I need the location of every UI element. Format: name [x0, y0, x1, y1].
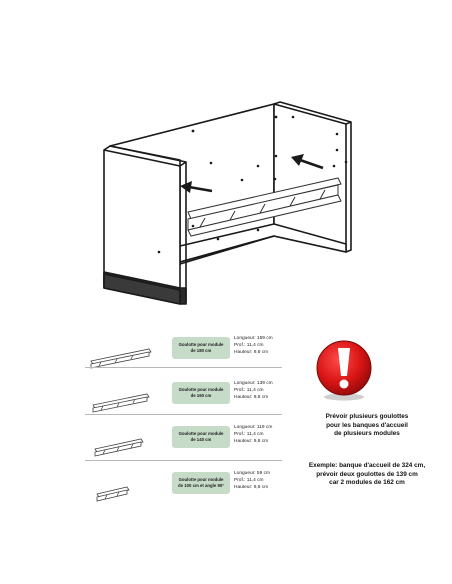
example-line: prévoir deux goulottes de 139 cm	[316, 470, 418, 478]
spec-length: Longueur: 139 cm	[234, 381, 273, 386]
exclamation-warning-icon	[312, 338, 376, 402]
spec-length: Longueur: 159 cm	[234, 336, 273, 341]
module-badge	[172, 472, 230, 494]
cable-tray-59-icon	[85, 482, 157, 504]
module-badge	[172, 426, 230, 448]
module-row	[85, 337, 285, 387]
cable-tray-159-icon	[85, 347, 157, 369]
divider	[85, 367, 282, 368]
badge-line: Goulotte pour module	[178, 431, 224, 437]
divider	[85, 460, 282, 461]
badge-line: Goulotte pour module	[178, 477, 224, 483]
module-badge	[172, 337, 230, 359]
module-specs	[234, 471, 270, 492]
module-row	[85, 472, 285, 522]
spec-depth: Prof.: 11,4 cm	[234, 387, 264, 393]
note-line: de plusieurs modules	[334, 430, 400, 438]
divider	[85, 414, 282, 415]
multi-tray-note	[292, 413, 442, 439]
cable-tray-139-icon	[85, 392, 157, 414]
note-line: Prévoir plusieurs goulottes	[325, 413, 409, 420]
spec-length: Longueur: 119 cm	[234, 425, 273, 430]
spec-length: Longueur: 59 cm	[234, 471, 271, 476]
module-row	[85, 426, 285, 476]
spec-height: Hauteur: 9,8 cm	[234, 438, 269, 444]
spec-height: Hauteur: 9,8 cm	[234, 349, 269, 355]
module-specs	[234, 381, 273, 402]
spec-depth: Prof.: 11,4 cm	[234, 477, 264, 483]
spec-depth: Prof.: 11,4 cm	[234, 342, 264, 348]
spec-depth: Prof.: 11,4 cm	[234, 431, 264, 437]
badge-line: de 160 cm	[190, 393, 212, 398]
note-line: pour les banques d'accueil	[326, 421, 408, 429]
example-line: Exemple: banque d'accueil de 324 cm,	[308, 462, 426, 469]
module-specs	[234, 336, 273, 357]
cable-tray-119-icon	[85, 436, 157, 458]
badge-line: de 100 cm et angle 90°	[178, 483, 224, 488]
badge-line: de 140 cm	[190, 437, 212, 442]
example-note	[292, 462, 442, 488]
spec-height: Hauteur: 9,8 cm	[234, 484, 269, 490]
badge-line: Goulotte pour module	[178, 387, 224, 393]
badge-line: Goulotte pour module	[178, 342, 224, 348]
module-badge	[172, 382, 230, 404]
spec-height: Hauteur: 9,8 cm	[234, 394, 269, 400]
badge-line: de 180 cm	[190, 348, 212, 353]
module-specs	[234, 425, 272, 446]
example-line: car 2 modules de 162 cm	[329, 479, 405, 487]
